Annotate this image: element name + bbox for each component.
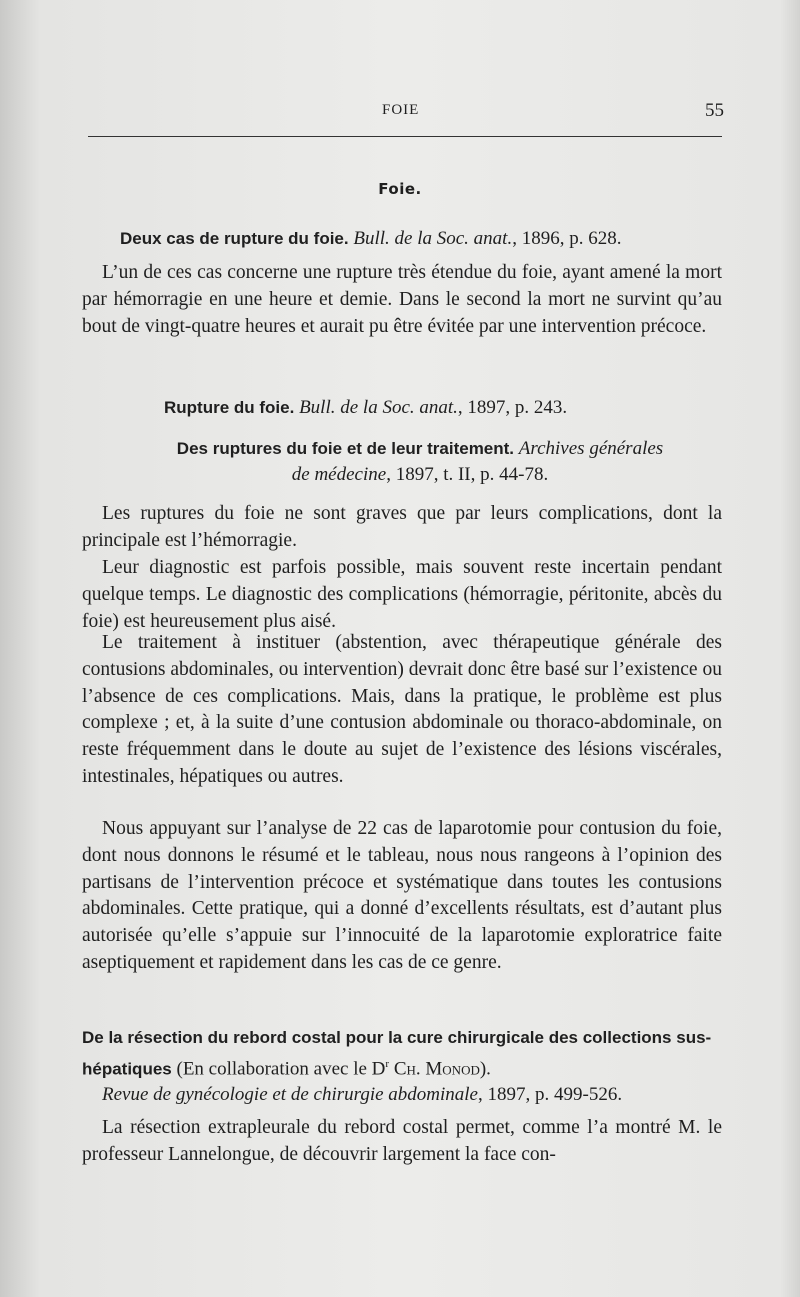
reference-2 xyxy=(164,395,567,421)
reference-2-details: , 1897, p. 243. xyxy=(457,397,568,418)
paragraph-1: L’un de ces cas concerne une rupture très étendue du foie, ayant amené la mort par hémorragie en une heure et demie. Dans le second la mort ne survint qu’au bout de vingt-quatre heures et aurait pu être évitée par une intervention précoce. xyxy=(82,262,722,337)
paragraph-3: Leur diagnostic est parfois possible, mais souvent reste incertain pendant quelque temps. Le diagnostic des complications (hémorragie, péritonite, abcès du foie) est heureusement plus aisé. xyxy=(82,557,722,632)
running-title: FOIE xyxy=(382,102,420,118)
reference-4-collab-suffix: ). xyxy=(479,1058,491,1080)
reference-1 xyxy=(120,226,621,252)
reference-1-details: , 1896, p. 628. xyxy=(512,228,622,249)
reference-4-collab-sup: r xyxy=(385,1058,390,1070)
reference-4-details: , 1897, p. 499-526. xyxy=(478,1084,623,1106)
paragraph-2: Les ruptures du foie ne sont graves que par leurs complications, dont la principale est l’hémorragie. xyxy=(82,503,722,551)
reference-4 xyxy=(82,1025,722,1108)
paragraph-5: Nous appuyant sur l’analyse de 22 cas de laparotomie pour contusion du foie, dont nous donnons le résumé et le tableau, nous nous rangeons à l’opinion des partisans de l’intervention précoce et systématique dans toutes les contusions abdominales. Cette pratique, qui a donné d’excellents résultats, est d’autant plus autorisée qu’elle s’appuie sur l’innocuité de la laparotomie exploratrice faite aseptiquement et rapidement dans les cas de ce genre. xyxy=(82,818,722,973)
reference-2-title: Rupture du foie. xyxy=(164,398,295,417)
paragraph-4: Le traitement à instituer (abstention, avec thérapeutique générale des contusions abdominales, ou intervention) devrait donc être basé sur l’existence ou l’absence de ces complications. Mais, dans la pratique, le problème est plus complexe ; et, à la suite d’une contusion abdominale ou thoraco-abdominale, on reste fréquemment dans le doute au sujet de l’existence des lésions viscérales, intestinales, hépatiques ou autres. xyxy=(82,632,722,787)
reference-3-journal-line1: Archives générales xyxy=(518,438,664,459)
reference-3-journal-line2: de médecine xyxy=(291,464,387,485)
section-heading: Foie. xyxy=(378,180,422,198)
paragraph-6: La résection extrapleurale du rebord costal permet, comme l’a montré M. le professeur Lannelongue, de découvrir largement la face con- xyxy=(82,1117,722,1165)
reference-3-title: Des ruptures du foie et de leur traitement. xyxy=(176,439,515,458)
reference-3-details: , 1897, t. II, p. 44-78. xyxy=(386,464,549,485)
reference-3 xyxy=(120,436,720,488)
reference-1-journal: Bull. de la Soc. anat. xyxy=(353,228,513,249)
reference-4-title: De la résection du rebord costal pour la cure chirurgicale des collections sus-hépatiques xyxy=(82,1028,712,1079)
reference-1-title: Deux cas de rupture du foie. xyxy=(120,229,349,248)
reference-4-journal: Revue de gynécologie et de chirurgie abdominale xyxy=(102,1084,478,1106)
page-number: 55 xyxy=(705,100,724,121)
header-rule xyxy=(88,136,722,137)
reference-4-collab-name: Ch. Monod xyxy=(389,1058,480,1080)
reference-4-collab-prefix: (En collaboration avec le D xyxy=(171,1058,386,1080)
reference-2-journal: Bull. de la Soc. anat. xyxy=(299,397,458,418)
page-header xyxy=(82,100,722,124)
